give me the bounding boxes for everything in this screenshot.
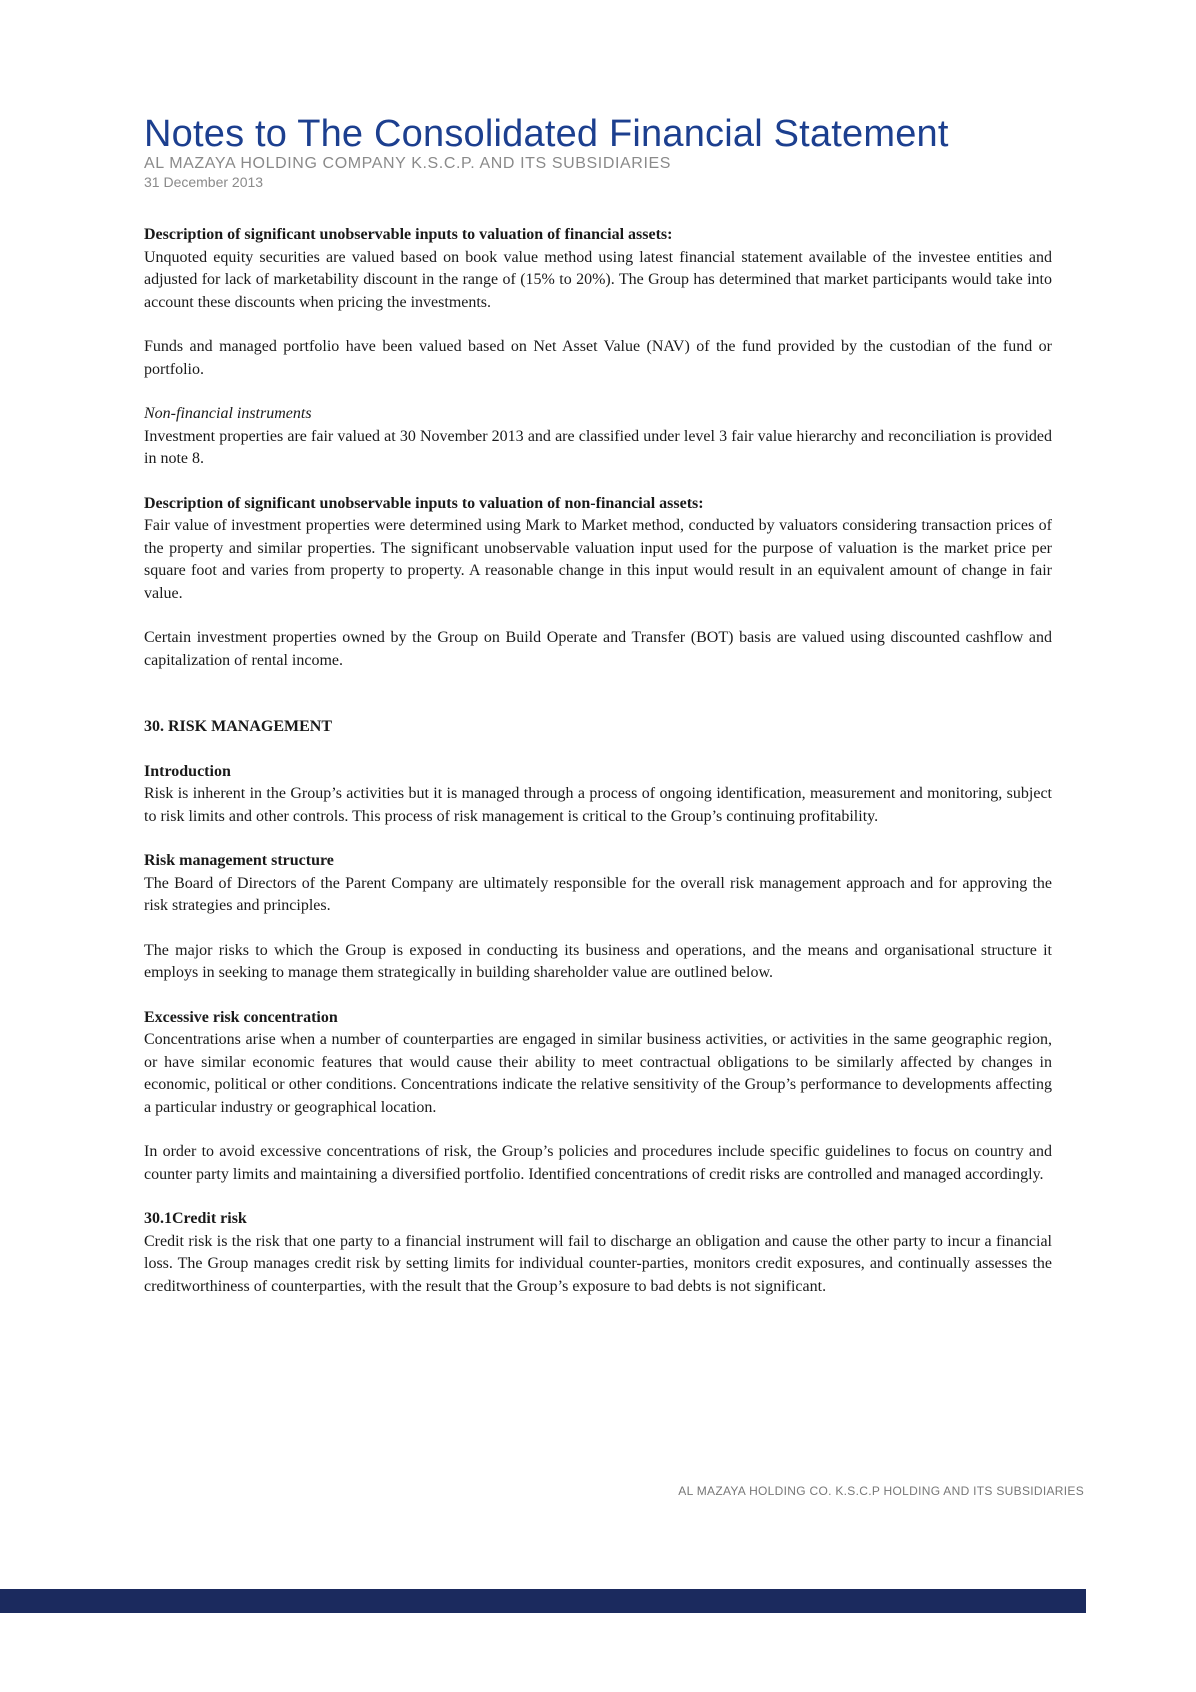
risk-concentration-heading: Excessive risk concentration (144, 1008, 338, 1026)
non-financial-instruments-paragraph: Investment properties are fair valued at 30 November 2013 and are classified under level 3 fair value hierarchy and reconciliation is provided in note 8. (144, 427, 1052, 467)
risk-concentration-paragraph-2: In order to avoid excessive concentrations of risk, the Group’s policies and procedures include specific guidelines to focus on country and counter party limits and maintaining a diversified portfolio. Identified concentrations of credit risks are controlled and managed accordingly. (144, 1143, 1052, 1183)
credit-risk-paragraph: Credit risk is the risk that one party to a financial instrument will fail to discharge an obligation and cause the other party to incur a financial loss. The Group manages credit risk by setting limits for individual counter-parties, monitors credit exposures, and continually assesses the creditworthiness of counterparties, with the result that the Group’s exposure to bad debts is not significant. (144, 1232, 1052, 1295)
company-name: AL MAZAYA HOLDING COMPANY K.S.C.P. AND ITS SUBSIDIARIES (144, 155, 672, 172)
page-title: Notes to The Consolidated Financial Statement (144, 113, 949, 155)
page-header (144, 112, 1064, 191)
document-body (144, 224, 1052, 1298)
risk-structure-heading: Risk management structure (144, 852, 334, 869)
footer-bar (0, 1589, 1086, 1613)
introduction-paragraph: Risk is inherent in the Group’s activities but it is managed through a process of ongoing identification, measurement and monitoring, subject to risk limits and other controls. This process of risk management is critical to the Group’s continuing profitability. (144, 785, 1052, 825)
statement-date: 31 December 2013 (144, 174, 264, 190)
financial-assets-paragraph-2: Funds and managed portfolio have been valued based on Net Asset Value (NAV) of the fund provided by the custodian of the fund or portfolio. (144, 338, 1052, 378)
non-financial-instruments-heading: Non-financial instruments (144, 405, 312, 422)
non-financial-assets-heading: Description of significant unobservable inputs to valuation of non-financial assets: (144, 494, 704, 512)
financial-assets-heading: Description of significant unobservable inputs to valuation of financial assets: (144, 226, 673, 243)
risk-structure-paragraph-2: The major risks to which the Group is exposed in conducting its business and operations, and the means and organisational structure it employs in seeking to manage them strategically in building shareholder value are outlined below. (144, 941, 1052, 981)
footer-company-text: AL MAZAYA HOLDING CO. K.S.C.P HOLDING AND ITS SUBSIDIARIES (678, 1484, 1084, 1498)
financial-assets-paragraph-1: Unquoted equity securities are valued based on book value method using latest financial statement available of the investee entities and adjusted for lack of marketability discount in the range of (15% to 20%). The Group has determined that market participants would take into account these discounts when pricing the investments. (144, 248, 1052, 311)
non-financial-assets-paragraph-1: Fair value of investment properties were determined using Mark to Market method, conducted by valuators considering transaction prices of the property and similar properties. The significant unobservable valuation input used for the purpose of valuation is the market price per square foot and varies from property to property. A reasonable change in this input would result in an equivalent amount of change in fair value. (144, 517, 1052, 602)
non-financial-assets-paragraph-2: Certain investment properties owned by the Group on Build Operate and Transfer (BOT) basis are valued using discounted cashflow and capitalization of rental income. (144, 629, 1052, 669)
risk-management-heading: 30. RISK MANAGEMENT (144, 718, 333, 735)
credit-risk-heading: 30.1Credit risk (144, 1210, 247, 1227)
risk-structure-paragraph-1: The Board of Directors of the Parent Company are ultimately responsible for the overall risk management approach and for approving the risk strategies and principles. (144, 874, 1052, 914)
introduction-heading: Introduction (144, 762, 231, 780)
risk-concentration-paragraph-1: Concentrations arise when a number of counterparties are engaged in similar business activities, or activities in the same geographic region, or have similar economic features that would cause their ability to meet contractual obligations to be similarly affected by changes in economic, political or other conditions. Concentrations indicate the relative sensitivity of the Group’s performance to developments affecting a particular industry or geographical location. (144, 1031, 1052, 1116)
